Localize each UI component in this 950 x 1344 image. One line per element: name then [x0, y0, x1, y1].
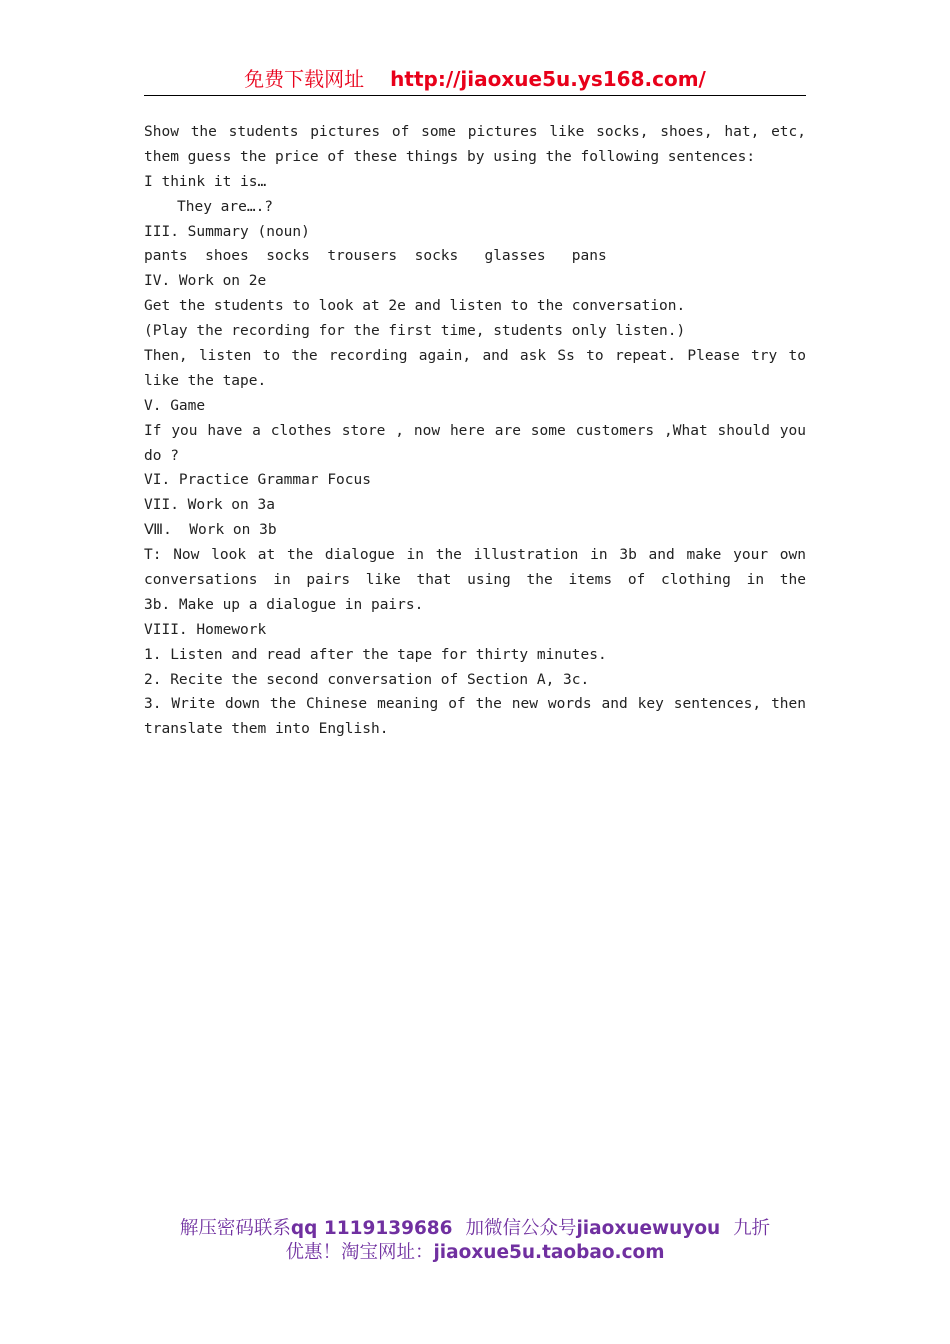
- header-label: 免费下载网址: [244, 67, 365, 91]
- footer-wechat-id: jiaoxuewuyou: [576, 1218, 721, 1239]
- text-line: T: Now look at the dialogue in the illustration in 3b and make your own: [144, 547, 806, 564]
- page-footer: [0, 1217, 950, 1265]
- text-line: Get the students to look at 2e and listen to the conversation.: [144, 298, 686, 315]
- text-line: Then, listen to the recording again, and ask Ss to repeat. Please try to: [144, 348, 806, 365]
- footer-wechat-label: 加微信公众号: [465, 1218, 577, 1239]
- footer-shop-url-link[interactable]: jiaoxue5u.taobao.com: [433, 1242, 665, 1263]
- list-item: 2. Recite the second conversation of Section A, 3c.: [144, 671, 590, 688]
- document-body: [144, 120, 806, 742]
- section-heading: IV. Work on 2e: [144, 273, 267, 290]
- text-line: translate them into English.: [144, 721, 389, 738]
- text-line: conversations in pairs like that using the items of clothing in the: [144, 572, 806, 589]
- text-line: 3b. Make up a dialogue in pairs.: [144, 596, 424, 613]
- footer-contact-label: 解压密码联系: [179, 1218, 291, 1239]
- text-line: do ?: [144, 447, 179, 464]
- footer-qq: qq 1119139686: [290, 1218, 453, 1239]
- list-item: 1. Listen and read after the tape for thirty minutes.: [144, 646, 607, 663]
- section-heading: III. Summary (noun): [144, 223, 310, 240]
- page-header: [144, 64, 806, 96]
- footer-discount: 九折: [733, 1218, 771, 1239]
- text-line: If you have a clothes store , now here are some customers ,What should you: [144, 422, 806, 439]
- section-heading: VIII. Homework: [144, 621, 267, 638]
- text-line: I think it is…: [144, 173, 267, 190]
- text-line: them guess the price of these things by using the following sentences:: [144, 148, 756, 165]
- section-heading: Ⅷ. Work on 3b: [144, 522, 277, 539]
- text-line: Show the students pictures of some pictures like socks, shoes, hat, etc,: [144, 124, 806, 140]
- text-line: (Play the recording for the first time, students only listen.): [144, 323, 686, 340]
- header-url-link[interactable]: http://jiaoxue5u.ys168.com/: [390, 67, 706, 91]
- text-line: They are….?: [177, 198, 274, 215]
- footer-shop-label: 优惠！淘宝网址：: [285, 1242, 434, 1263]
- footer-line-1: [0, 1217, 950, 1241]
- section-heading: VII. Work on 3a: [144, 497, 275, 514]
- text-line: pants shoes socks trousers socks glasses pans: [144, 248, 607, 265]
- section-heading: V. Game: [144, 397, 206, 414]
- footer-line-2: [0, 1241, 950, 1265]
- section-heading: VI. Practice Grammar Focus: [144, 472, 371, 489]
- text-line: like the tape.: [144, 372, 267, 389]
- list-item: 3. Write down the Chinese meaning of the new words and key sentences, then: [144, 696, 806, 713]
